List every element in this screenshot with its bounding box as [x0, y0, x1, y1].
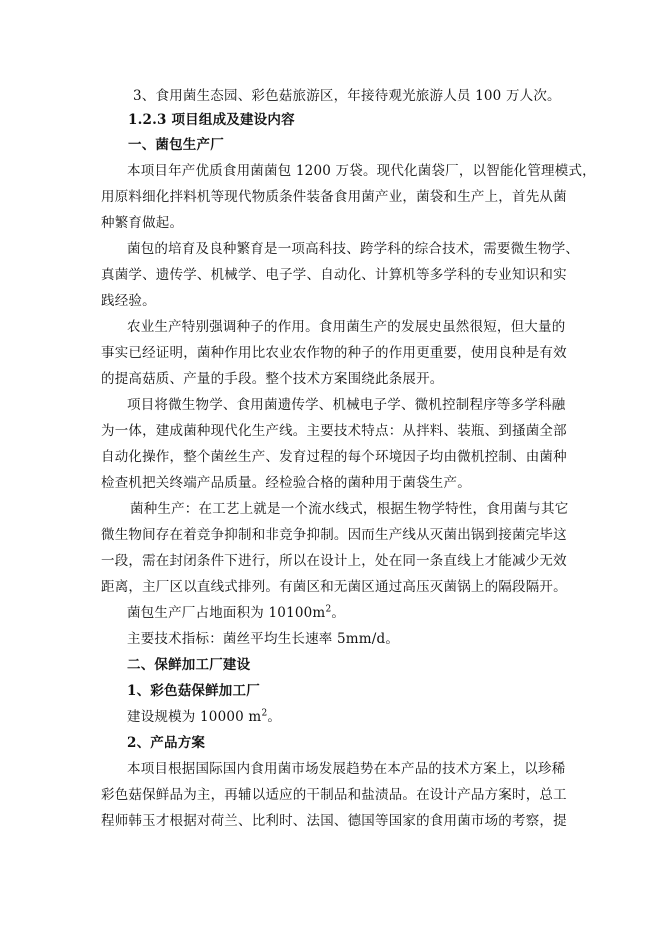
- paragraph-line: 微生物间存在着竞争抑制和非竞争抑制。因而生产线从灭菌出锅到接菌完毕这: [101, 527, 567, 543]
- heading-part-2: 二、保鲜加工厂建设: [127, 657, 251, 673]
- paragraph-line: 的提高菇质、产量的手段。整个技术方案围绕此条展开。: [101, 371, 444, 387]
- paragraph-line: 菌包的培育及良种繁育是一项高科技、跨学科的综合技术，需要微生物学、: [127, 241, 580, 257]
- scale-text-end: 。: [267, 709, 282, 725]
- paragraph-line: 本项目根据国际国内食用菌市场发展趋势在本产品的技术方案上，以珍稀: [127, 761, 566, 777]
- subheading-1: 1、彩色菇保鲜加工厂: [127, 683, 260, 699]
- subheading-2: 2、产品方案: [127, 735, 206, 751]
- paragraph-line: 种繁育做起。: [101, 215, 184, 231]
- paragraph-line: 自动化操作，整个菌丝生产、发育过程的每个环境因子均由微机控制、由菌种: [101, 449, 567, 465]
- paragraph-line: 农业生产特别强调种子的作用。食用菌生产的发展史虽然很短，但大量的: [127, 319, 566, 335]
- superscript: 2: [325, 604, 332, 615]
- paragraph-indicator: 主要技术指标：菌丝平均生长速率 5mm/d。: [127, 631, 400, 647]
- paragraph-line: 项目将微生物学、食用菌遗传学、机械电子学、微机控制程序等多学科融: [127, 397, 566, 413]
- paragraph-line: 彩色菇保鲜品为主，再辅以适应的干制品和盐渍品。在设计产品方案时，总工: [101, 787, 567, 803]
- paragraph-line: 检查机把关终端产品质量。经检验合格的菌种用于菌袋生产。: [101, 475, 471, 491]
- section-title: 1.2.3 项目组成及建设内容: [128, 112, 295, 128]
- paragraph-line: 距离，主厂区以直线式排列。有菌区和无菌区通过高压灭菌锅上的隔段隔开。: [101, 579, 567, 595]
- superscript: 2: [261, 708, 268, 719]
- heading-part-1: 一、菌包生产厂: [128, 137, 224, 153]
- paragraph-line: 一段，需在封闭条件下进行，所以在设计上，处在同一条直线上才能减少无效: [101, 553, 567, 569]
- paragraph-line: 程师韩玉才根据对荷兰、比利时、法国、德国等国家的食用菌市场的考察，提: [101, 813, 567, 829]
- paragraph-line: 真菌学、遗传学、机械学、电子学、自动化、计算机等多学科的专业知识和实: [101, 267, 567, 283]
- paragraph-line: 为一体，建成菌种现代化生产线。主要技术特点：从拌料、装瓶、到搔菌全部: [101, 423, 567, 439]
- paragraph-target-3: 3、食用菌生态园、彩色菇旅游区，年接待观光旅游人员 100 万人次。: [133, 88, 561, 104]
- paragraph-line: 菌种生产：在工艺上就是一个流水线式，根据生物学特性，食用菌与其它: [130, 501, 569, 517]
- area-text-end: 。: [331, 605, 346, 621]
- scale-text: 建设规模为 10000 m: [127, 709, 262, 725]
- paragraph-line: 用原料细化拌料机等现代物质条件装备食用菌产业，菌袋和生产上，首先从菌: [101, 189, 567, 205]
- area-text: 菌包生产厂占地面积为 10100m: [127, 605, 326, 621]
- paragraph-line: 本项目年产优质食用菌菌包 1200 万袋。现代化菌袋厂，以智能化管理模式，: [127, 163, 596, 179]
- paragraph-scale: [127, 708, 281, 726]
- paragraph-area: [127, 604, 345, 622]
- paragraph-line: 践经验。: [101, 293, 156, 309]
- paragraph-line: 事实已经证明，菌种作用比农业农作物的种子的作用更重要，使用良种是有效: [101, 345, 567, 361]
